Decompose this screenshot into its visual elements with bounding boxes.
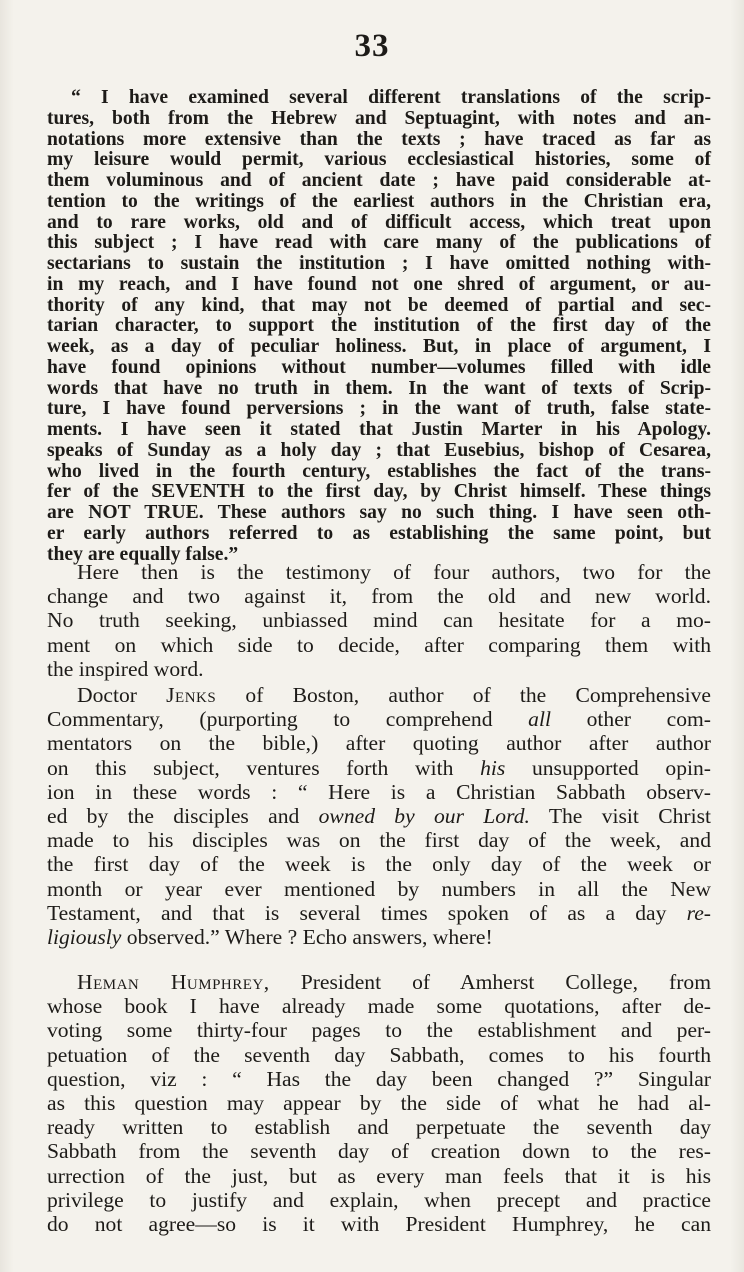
text-line: whose book I have already made some quotations, after de- [47,994,711,1019]
text-line: “ I have examined several different translations of the scrip- [71,87,711,108]
text-line: petuation of the seventh day Sabbath, comes to his fourth [47,1042,711,1067]
text-line: notations more extensive than the texts ; have traced as far as [47,128,711,150]
text-line: change and two against it, from the old and new world. [47,584,711,609]
text-line: voting some thirty-four pages to the establishment and per- [47,1018,711,1043]
text-line: the first day of the week is the only day of the week or [47,852,711,877]
text-line: words that have no truth in them. In the want of texts of Scrip- [47,377,711,399]
text-line: month or year ever mentioned by numbers in all the New [47,876,711,901]
text-line: and to rare works, old and of difficult access, which treat upon [47,211,711,233]
text-line: do not agree—so is it with President Humphrey, he can [47,1212,711,1237]
text-line: ments. I have seen it stated that Justin Marter in his Apology. [47,419,711,440]
text-line: as this question may appear by the side of what he had al- [47,1091,711,1116]
text-line: ed by the disciples and owned by our Lord. The visit Christ [47,804,711,829]
text-line: mentators on the bible,) after quoting author after author [47,731,711,756]
text-line: speaks of Sunday as a holy day ; that Eusebius, bishop of Cesarea, [47,439,711,461]
quoted-passage [47,88,711,565]
text-line: who lived in the fourth century, establishes the fact of the trans- [47,460,711,482]
text-line: sectarians to sustain the institution ; I have omitted nothing with- [47,253,711,274]
text-line: privilege to justify and explain, when precept and practice [47,1187,711,1212]
text-line: Testament, and that is several times spoken of as a day re- [47,900,711,925]
page-number: 33 [354,28,390,64]
text-line: in my reach, and I have found not one shred of argument, or au- [47,273,711,295]
text-line: Sabbath from the seventh day of creation down to the res- [47,1139,711,1164]
text-line: made to his disciples was on the first day of the week, and [47,828,711,853]
text-line: question, viz : “ Has the day been changed ?” Singular [47,1066,711,1091]
text-line: ment on which side to decide, after comparing them with [47,632,711,657]
text-line: ligiously observed.” Where ? Echo answers, where! [47,925,493,950]
text-line: tures, both from the Hebrew and Septuagint, with notes and an- [47,107,711,129]
text-line: them voluminous and of ancient date ; have paid considerable at- [47,170,711,191]
text-line: er early authors referred to as establishing the same point, but [47,522,711,544]
text-line: ion in these words : “ Here is a Christian Sabbath observ- [47,779,711,804]
text-line: the inspired word. [47,656,204,681]
text-line: Doctor Jenks of Boston, author of the Comprehensive [77,683,711,707]
text-line: my leisure would permit, various ecclesiastical histories, some of [47,149,711,171]
text-line: ture, I have found perversions ; in the want of truth, false state- [47,398,711,420]
text-line: on this subject, ventures forth with his unsupported opin- [47,755,711,780]
text-line: they are equally false.” [47,543,239,565]
text-line: tention to the writings of the earliest authors in the Christian era, [47,190,711,212]
text-line: Heman Humphrey, President of Amherst College, from [77,970,711,994]
text-line: tarian character, to support the institution of the first day of the [47,315,711,337]
paragraph-testimony [47,560,711,681]
text-line: thority of any kind, that may not be deemed of partial and sec- [47,294,711,316]
text-line: Commentary, (purporting to comprehend all other com- [47,707,711,732]
text-line: Here then is the testimony of four authors, two for the [77,560,711,584]
text-line: week, as a day of peculiar holiness. But, in place of argument, I [47,336,711,357]
text-line: this subject ; I have read with care many of the publications of [47,232,711,254]
text-line: have found opinions without number—volumes filled with idle [47,356,711,378]
text-line: fer of the SEVENTH to the first day, by Christ himself. These things [47,481,711,503]
paragraph-heman-humphrey [47,970,711,1236]
text-line: No truth seeking, unbiassed mind can hesitate for a mo- [47,608,711,633]
text-line: ready written to establish and perpetuate the seventh day [47,1115,711,1140]
text-line: urrection of the just, but as every man feels that it is his [47,1163,711,1188]
text-line: are NOT TRUE. These authors say no such thing. I have seen oth- [47,502,711,523]
paragraph-doctor-jenks [47,683,711,949]
